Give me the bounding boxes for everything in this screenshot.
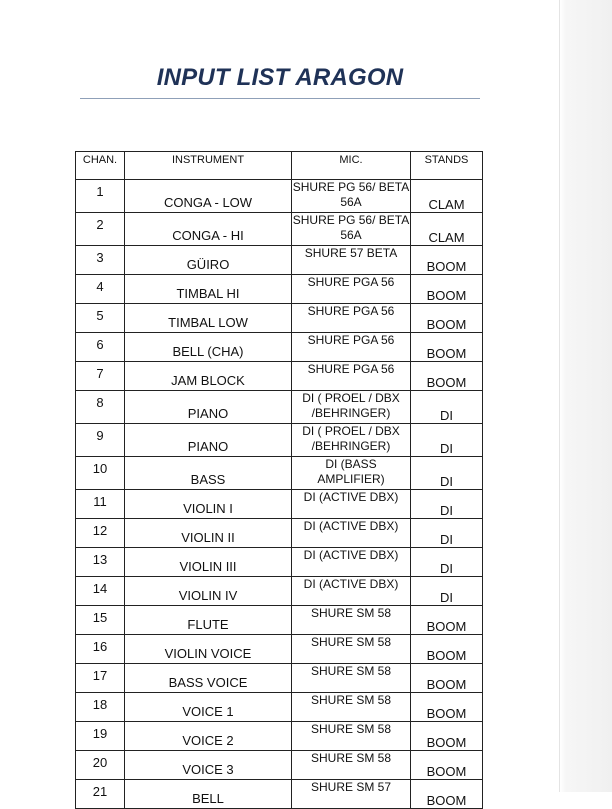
table-row bbox=[76, 304, 483, 333]
instrument-cell: VIOLIN II bbox=[125, 519, 292, 548]
instrument-cell: BELL bbox=[125, 780, 292, 809]
header-mic: MIC. bbox=[292, 152, 411, 180]
stand-cell: DI bbox=[411, 548, 483, 577]
table-row bbox=[76, 180, 483, 213]
instrument-cell: GÜIRO bbox=[125, 246, 292, 275]
instrument-cell: TIMBAL HI bbox=[125, 275, 292, 304]
chan-cell: 8 bbox=[76, 391, 125, 424]
mic-cell: SHURE PGA 56 bbox=[292, 362, 411, 391]
stand-cell: BOOM bbox=[411, 780, 483, 809]
instrument-cell: BASS bbox=[125, 457, 292, 490]
table-row bbox=[76, 780, 483, 809]
instrument-cell: TIMBAL LOW bbox=[125, 304, 292, 333]
table-row bbox=[76, 664, 483, 693]
table-row bbox=[76, 213, 483, 246]
table-row bbox=[76, 275, 483, 304]
chan-cell: 13 bbox=[76, 548, 125, 577]
header-chan: CHAN. bbox=[76, 152, 125, 180]
stand-cell: BOOM bbox=[411, 275, 483, 304]
stand-cell: BOOM bbox=[411, 751, 483, 780]
instrument-cell: VIOLIN I bbox=[125, 490, 292, 519]
stand-cell: DI bbox=[411, 391, 483, 424]
table-body bbox=[76, 180, 483, 809]
chan-cell: 17 bbox=[76, 664, 125, 693]
stand-cell: BOOM bbox=[411, 722, 483, 751]
stand-cell: CLAM bbox=[411, 213, 483, 246]
mic-cell: SHURE PGA 56 bbox=[292, 333, 411, 362]
instrument-cell: VIOLIN IV bbox=[125, 577, 292, 606]
table-row bbox=[76, 333, 483, 362]
instrument-cell: PIANO bbox=[125, 391, 292, 424]
mic-cell: DI ( PROEL / DBX /BEHRINGER) bbox=[292, 424, 411, 457]
page-title: INPUT LIST ARAGON bbox=[156, 64, 404, 91]
chan-cell: 15 bbox=[76, 606, 125, 635]
instrument-cell: CONGA - LOW bbox=[125, 180, 292, 213]
chan-cell: 19 bbox=[76, 722, 125, 751]
stand-cell: DI bbox=[411, 424, 483, 457]
chan-cell: 14 bbox=[76, 577, 125, 606]
mic-cell: DI ( PROEL / DBX /BEHRINGER) bbox=[292, 391, 411, 424]
stand-cell: BOOM bbox=[411, 664, 483, 693]
chan-cell: 7 bbox=[76, 362, 125, 391]
table-row bbox=[76, 606, 483, 635]
chan-cell: 5 bbox=[76, 304, 125, 333]
chan-cell: 6 bbox=[76, 333, 125, 362]
chan-cell: 1 bbox=[76, 180, 125, 213]
page-edge-shadow bbox=[559, 0, 612, 792]
mic-cell: SHURE PGA 56 bbox=[292, 275, 411, 304]
stand-cell: DI bbox=[411, 457, 483, 490]
mic-cell: DI (ACTIVE DBX) bbox=[292, 490, 411, 519]
instrument-cell: VOICE 1 bbox=[125, 693, 292, 722]
mic-cell: SHURE SM 58 bbox=[292, 606, 411, 635]
mic-cell: DI (ACTIVE DBX) bbox=[292, 577, 411, 606]
stand-cell: BOOM bbox=[411, 246, 483, 275]
mic-cell: SHURE SM 57 bbox=[292, 780, 411, 809]
instrument-cell: VOICE 3 bbox=[125, 751, 292, 780]
title-divider bbox=[80, 98, 480, 99]
table-row bbox=[76, 457, 483, 490]
stand-cell: BOOM bbox=[411, 362, 483, 391]
instrument-cell: PIANO bbox=[125, 424, 292, 457]
mic-cell: SHURE PG 56/ BETA 56A bbox=[292, 180, 411, 213]
stand-cell: BOOM bbox=[411, 606, 483, 635]
stand-cell: BOOM bbox=[411, 693, 483, 722]
mic-cell: SHURE SM 58 bbox=[292, 722, 411, 751]
instrument-cell: VIOLIN III bbox=[125, 548, 292, 577]
mic-cell: SHURE SM 58 bbox=[292, 693, 411, 722]
table-row bbox=[76, 693, 483, 722]
mic-cell: DI (ACTIVE DBX) bbox=[292, 548, 411, 577]
table-row bbox=[76, 246, 483, 275]
mic-cell: SHURE PGA 56 bbox=[292, 304, 411, 333]
chan-cell: 16 bbox=[76, 635, 125, 664]
instrument-cell: VOICE 2 bbox=[125, 722, 292, 751]
instrument-cell: BELL (CHA) bbox=[125, 333, 292, 362]
chan-cell: 20 bbox=[76, 751, 125, 780]
mic-cell: SHURE SM 58 bbox=[292, 635, 411, 664]
header-stands: STANDS bbox=[411, 152, 483, 180]
stand-cell: DI bbox=[411, 577, 483, 606]
instrument-cell: CONGA - HI bbox=[125, 213, 292, 246]
chan-cell: 12 bbox=[76, 519, 125, 548]
chan-cell: 2 bbox=[76, 213, 125, 246]
stand-cell: DI bbox=[411, 490, 483, 519]
chan-cell: 4 bbox=[76, 275, 125, 304]
mic-cell: SHURE SM 58 bbox=[292, 751, 411, 780]
stand-cell: BOOM bbox=[411, 304, 483, 333]
stand-cell: BOOM bbox=[411, 635, 483, 664]
stand-cell: BOOM bbox=[411, 333, 483, 362]
mic-cell: SHURE 57 BETA bbox=[292, 246, 411, 275]
table-row bbox=[76, 577, 483, 606]
table-row bbox=[76, 490, 483, 519]
stand-cell: CLAM bbox=[411, 180, 483, 213]
input-list-table bbox=[75, 151, 483, 809]
instrument-cell: BASS VOICE bbox=[125, 664, 292, 693]
stand-cell: DI bbox=[411, 519, 483, 548]
chan-cell: 9 bbox=[76, 424, 125, 457]
chan-cell: 11 bbox=[76, 490, 125, 519]
chan-cell: 3 bbox=[76, 246, 125, 275]
table-row bbox=[76, 548, 483, 577]
instrument-cell: FLUTE bbox=[125, 606, 292, 635]
table-row bbox=[76, 519, 483, 548]
instrument-cell: VIOLIN VOICE bbox=[125, 635, 292, 664]
instrument-cell: JAM BLOCK bbox=[125, 362, 292, 391]
mic-cell: DI (ACTIVE DBX) bbox=[292, 519, 411, 548]
chan-cell: 18 bbox=[76, 693, 125, 722]
mic-cell: SHURE PG 56/ BETA 56A bbox=[292, 213, 411, 246]
table-row bbox=[76, 391, 483, 424]
mic-cell: SHURE SM 58 bbox=[292, 664, 411, 693]
mic-cell: DI (BASS AMPLIFIER) bbox=[292, 457, 411, 490]
table-row bbox=[76, 751, 483, 780]
table-row bbox=[76, 424, 483, 457]
chan-cell: 10 bbox=[76, 457, 125, 490]
table-row bbox=[76, 362, 483, 391]
chan-cell: 21 bbox=[76, 780, 125, 809]
table-row bbox=[76, 722, 483, 751]
table-row bbox=[76, 635, 483, 664]
table-header-row bbox=[76, 152, 483, 180]
header-instrument: INSTRUMENT bbox=[125, 152, 292, 180]
